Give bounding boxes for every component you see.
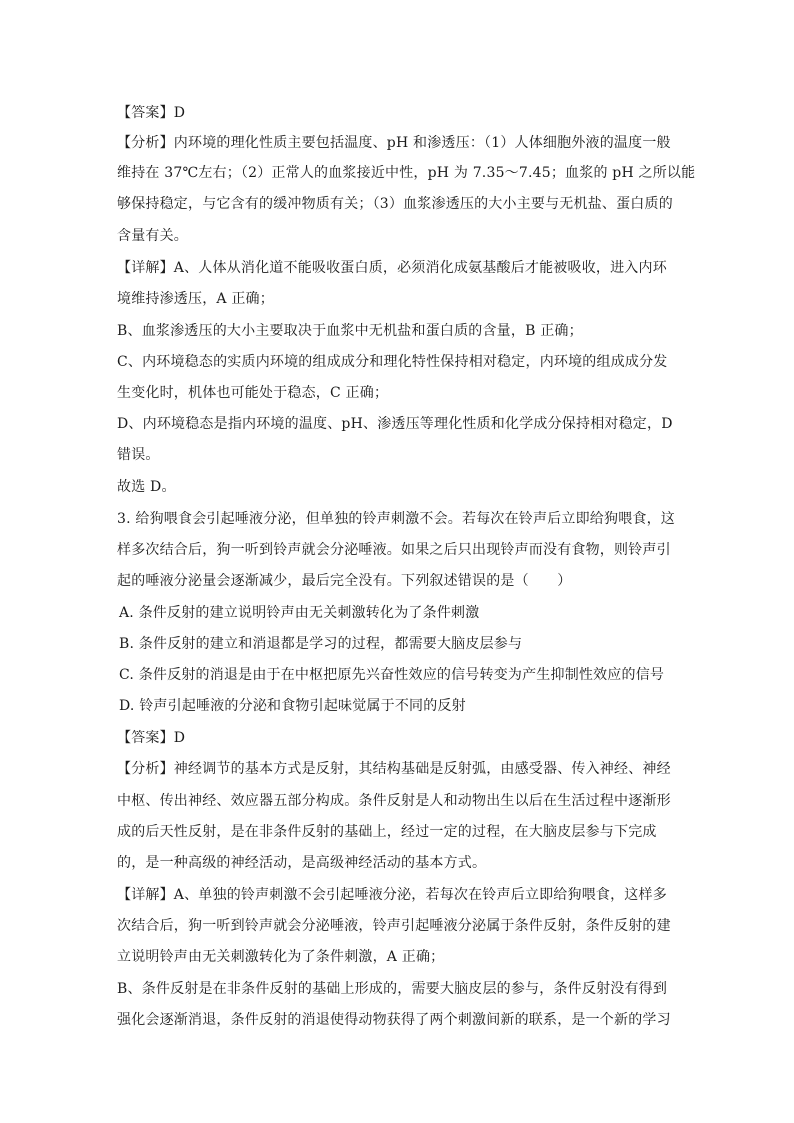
answer-label: 【答案】D xyxy=(117,730,186,746)
detail-line: B、条件反射是在非条件反射的基础上形成的，需要大脑皮层的参与，条件反射没有得到 xyxy=(117,981,668,997)
detail-line: 【详解】A、人体从消化道不能吸收蛋白质，必须消化成氨基酸后才能被吸收，进入内环 xyxy=(117,260,667,276)
conclusion-line: 故选 D。 xyxy=(117,479,176,495)
question-stem: 起的唾液分泌量会逐渐减少，最后完全没有。下列叙述错误的是（ ） xyxy=(117,573,572,589)
question-stem: 3. 给狗喂食会引起唾液分泌，但单独的铃声刺激不会。若每次在铃声后立即给狗喂食，这 xyxy=(117,511,676,527)
detail-line: 生变化时，机体也可能处于稳态，C 正确； xyxy=(117,385,389,401)
detail-line: 境维持渗透压，A 正确； xyxy=(117,291,274,307)
detail-line: 强化会逐渐消退，条件反射的消退使得动物获得了两个刺激间新的联系，是一个新的学习 xyxy=(117,1012,671,1028)
answer-label: 【答案】D xyxy=(117,105,186,121)
analysis-line: 维持在 37℃左右；（2）正常人的血浆接近中性，pH 为 7.35～7.45；血浆的 pH 之所以能 xyxy=(117,165,696,181)
analysis-line: 够保持稳定，与它含有的缓冲物质有关；（3）血浆渗透压的大小主要与无机盐、蛋白质的 xyxy=(117,196,673,212)
question-stem: 样多次结合后，狗一听到铃声就会分泌唾液。如果之后只出现铃声而没有食物，则铃声引 xyxy=(117,542,671,558)
detail-line: C、内环境稳态的实质内环境的组成成分和理化特性保持相对稳定，内环境的组成成分发 xyxy=(117,354,668,370)
analysis-line: 【分析】神经调节的基本方式是反射，其结构基础是反射弧，由感受器、传入神经、神经 xyxy=(117,761,671,777)
analysis-line: 的，是一种高级的神经活动，是高级神经活动的基本方式。 xyxy=(117,855,487,871)
option-a: A. 条件反射的建立说明铃声由无关刺激转化为了条件刺激 xyxy=(119,605,480,621)
analysis-line: 中枢、传出神经、效应器五部分构成。条件反射是人和动物出生以后在生活过程中逐渐形 xyxy=(117,793,671,809)
option-c: C. 条件反射的消退是由于在中枢把原先兴奋性效应的信号转变为产生抑制性效应的信号 xyxy=(119,667,665,683)
option-b: B. 条件反射的建立和消退都是学习的过程，都需要大脑皮层参与 xyxy=(119,636,523,652)
detail-line: B、血浆渗透压的大小主要取决于血浆中无机盐和蛋白质的含量，B 正确； xyxy=(117,323,583,339)
analysis-line: 【分析】内环境的理化性质主要包括温度、pH 和渗透压：（1）人体细胞外液的温度一般 xyxy=(117,135,671,151)
analysis-line: 含量有关。 xyxy=(117,228,188,244)
detail-line: 错误。 xyxy=(117,447,160,463)
analysis-line: 成的后天性反射，是在非条件反射的基础上，经过一定的过程，在大脑皮层参与下完成 xyxy=(117,824,657,840)
detail-line: 【详解】A、单独的铃声刺激不会引起唾液分泌，若每次在铃声后立即给狗喂食，这样多 xyxy=(117,887,667,903)
detail-line: D、内环境稳态是指内环境的温度、pH、渗透压等理化性质和化学成分保持相对稳定，D xyxy=(117,416,673,432)
option-d: D. 铃声引起唾液的分泌和食物引起味觉属于不同的反射 xyxy=(119,698,466,714)
detail-line: 立说明铃声由无关刺激转化为了条件刺激，A 正确； xyxy=(117,949,445,965)
detail-line: 次结合后，狗一听到铃声就会分泌唾液，铃声引起唾液分泌属于条件反射，条件反射的建 xyxy=(117,918,671,934)
